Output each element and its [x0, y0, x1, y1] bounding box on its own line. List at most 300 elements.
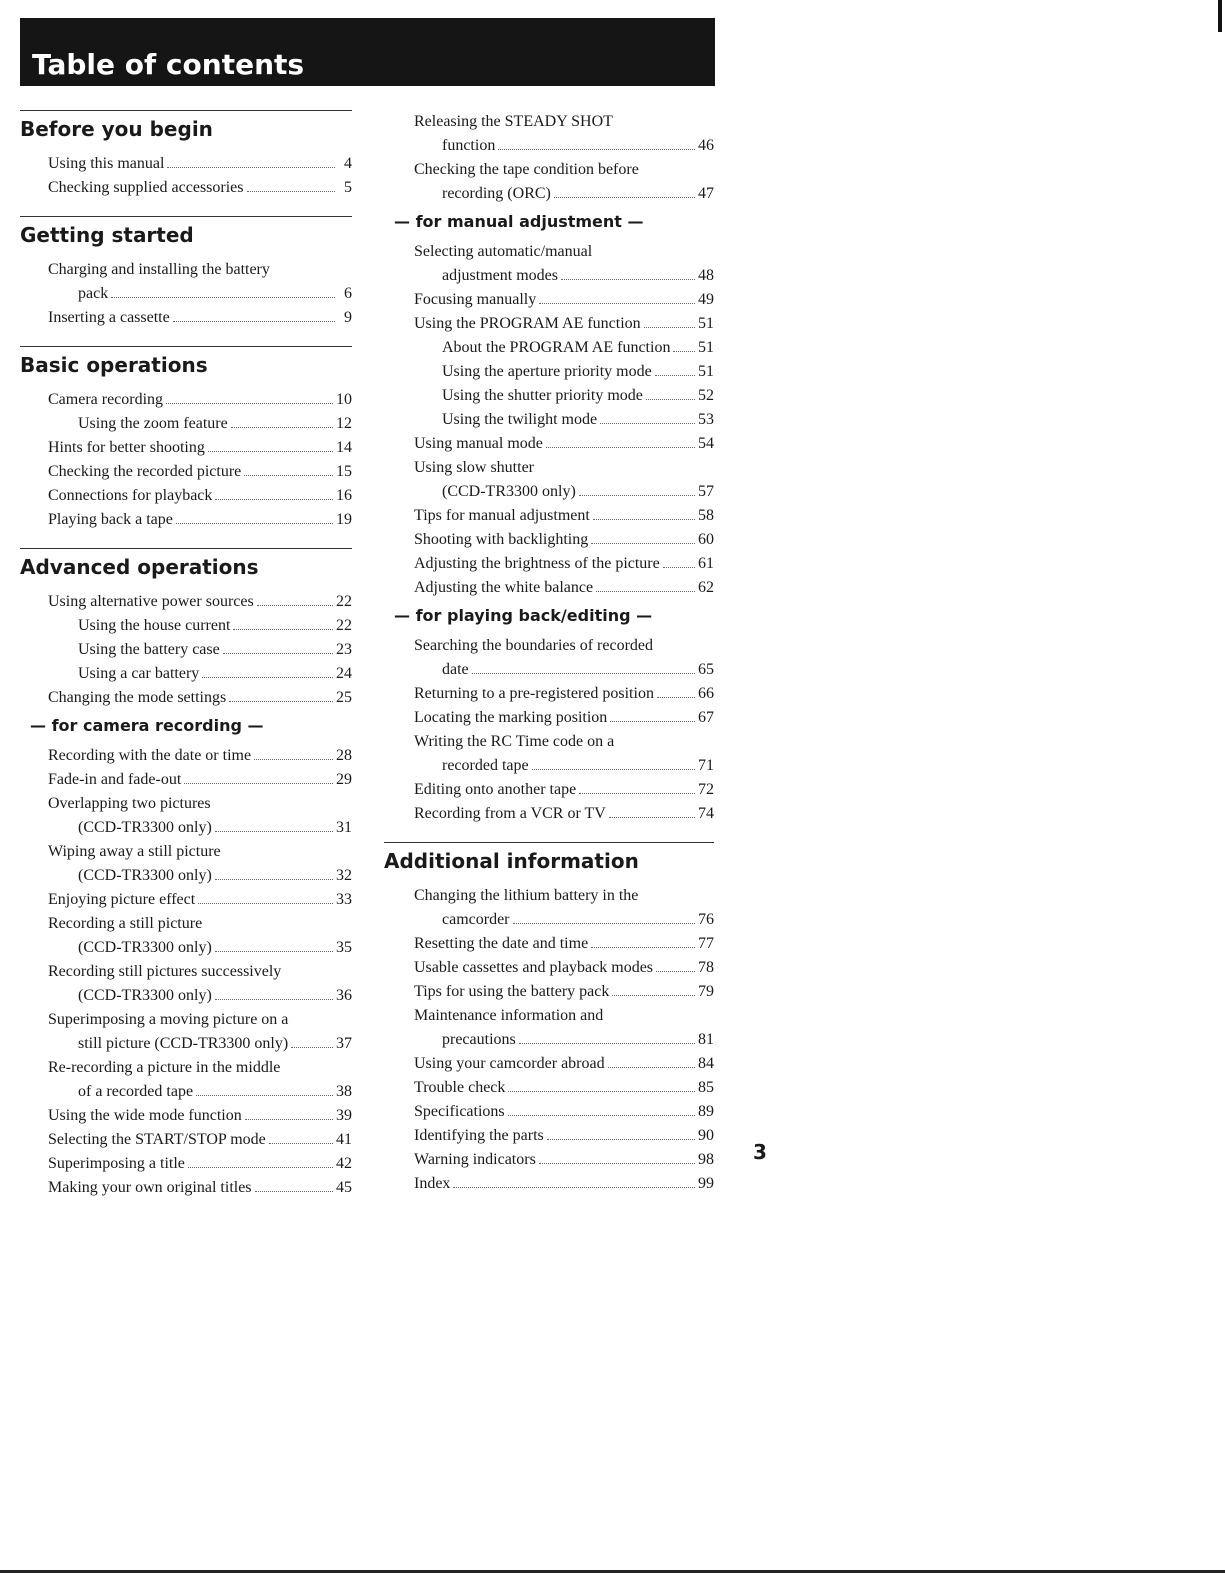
toc-entry-line [384, 528, 714, 552]
toc-entry[interactable] [384, 360, 714, 384]
toc-entry-line [384, 1028, 714, 1052]
toc-entry-title: Changing the lithium battery in the [414, 887, 639, 904]
toc-page-number: 51 [698, 363, 714, 380]
toc-entry-line [384, 980, 714, 1004]
toc-entry-title: of a recorded tape [78, 1083, 194, 1100]
toc-page-number: 28 [336, 747, 352, 764]
toc-entry[interactable] [20, 484, 352, 508]
toc-entry-line [20, 460, 352, 484]
dot-leader [233, 629, 333, 630]
toc-entry-title: Using the battery case [78, 641, 220, 658]
toc-entry-line [20, 176, 352, 200]
toc-entry[interactable] [384, 932, 714, 956]
toc-entry[interactable] [20, 888, 352, 912]
toc-page-number: 54 [698, 435, 714, 452]
toc-entry[interactable] [384, 576, 714, 600]
section-rule [20, 548, 352, 549]
toc-entry-title: Wiping away a still picture [48, 843, 221, 860]
toc-entry-title: Maintenance information and [414, 1007, 604, 1024]
toc-entry-line [20, 412, 352, 436]
toc-page-number: 38 [336, 1083, 352, 1100]
dot-leader [600, 423, 695, 424]
dot-leader [547, 1139, 695, 1140]
toc-entry-title: Recording still pictures successively [48, 963, 282, 980]
toc-entry-line [384, 706, 714, 730]
toc-entry-line [384, 1172, 714, 1196]
toc-page-number: 22 [336, 593, 352, 610]
toc-entry[interactable] [384, 1100, 714, 1124]
toc-entry-title: Tips for using the battery pack [414, 983, 610, 1000]
dot-leader [519, 1043, 695, 1044]
toc-entry-title: Charging and installing the battery [48, 261, 270, 278]
toc-entry-title: Adjusting the brightness of the picture [414, 555, 660, 572]
toc-entry[interactable] [20, 614, 352, 638]
toc-page-number: 66 [698, 685, 714, 702]
dot-leader [215, 999, 333, 1000]
toc-page-number: 37 [336, 1035, 352, 1052]
toc-entry-line [20, 152, 352, 176]
dot-leader [554, 197, 695, 198]
toc-entry-title: Using your camcorder abroad [414, 1055, 605, 1072]
dot-leader [202, 677, 333, 678]
section-rule [20, 110, 352, 111]
toc-entry-line [20, 768, 352, 792]
toc-entry[interactable] [20, 792, 352, 840]
section-heading: Additional information [384, 849, 639, 873]
toc-entry-line [20, 864, 352, 888]
toc-entry[interactable] [384, 1124, 714, 1148]
toc-section [384, 842, 714, 1196]
toc-entry-line [384, 1052, 714, 1076]
toc-entry[interactable] [384, 1052, 714, 1076]
toc-entry-title: Searching the boundaries of recorded [414, 637, 654, 654]
toc-entry-title: Camera recording [48, 391, 164, 408]
toc-entry-line [20, 888, 352, 912]
toc-entry[interactable] [384, 706, 714, 730]
toc-entry[interactable] [384, 682, 714, 706]
dot-leader [245, 1119, 333, 1120]
toc-entry[interactable] [20, 412, 352, 436]
toc-entry[interactable] [384, 408, 714, 432]
toc-page-number: 33 [336, 891, 352, 908]
toc-page-number: 5 [344, 179, 352, 196]
toc-entry[interactable] [20, 590, 352, 614]
toc-entry[interactable] [20, 1104, 352, 1128]
toc-entry-title: Selecting automatic/manual [414, 243, 593, 260]
toc-page-number: 78 [698, 959, 714, 976]
toc-entry[interactable] [20, 306, 352, 330]
dot-leader [231, 427, 333, 428]
toc-page-number: 36 [336, 987, 352, 1004]
toc-entry-line [384, 182, 714, 206]
toc-entry-line [384, 480, 714, 504]
toc-section [20, 548, 352, 1200]
dot-leader [166, 403, 333, 404]
toc-entry-line [384, 1124, 714, 1148]
dot-leader [198, 903, 333, 904]
toc-entry-title: Releasing the STEADY SHOT [414, 113, 613, 130]
toc-page-number: 51 [698, 315, 714, 332]
toc-entry[interactable] [20, 912, 352, 960]
toc-entry[interactable] [384, 240, 714, 288]
toc-entry-line [20, 436, 352, 460]
dot-leader [546, 447, 695, 448]
dot-leader [111, 297, 335, 298]
toc-entry-line [384, 504, 714, 528]
toc-entry-title: Connections for playback [48, 487, 213, 504]
dot-leader [173, 321, 335, 322]
dot-leader [646, 399, 695, 400]
dot-leader [472, 673, 695, 674]
toc-entry[interactable] [384, 528, 714, 552]
toc-page-number: 65 [698, 661, 714, 678]
toc-entry-line [384, 802, 714, 826]
dot-leader [663, 567, 695, 568]
toc-entry-title: Using the zoom feature [78, 415, 228, 432]
subsection-heading: — for playing back/editing — [394, 606, 653, 625]
toc-entry-line [384, 778, 714, 802]
toc-entry-line [20, 638, 352, 662]
toc-entry[interactable] [20, 768, 352, 792]
edge-mark [1218, 0, 1222, 32]
toc-entry-line [384, 1076, 714, 1100]
toc-entry-title: Selecting the START/STOP mode [48, 1131, 266, 1148]
page-title: Table of contents [20, 18, 715, 86]
dot-leader [453, 1187, 695, 1188]
toc-right-column [384, 110, 714, 1212]
toc-entry[interactable] [20, 686, 352, 710]
toc-entry-title: Superimposing a title [48, 1155, 185, 1172]
section-rule [20, 216, 352, 217]
toc-entry[interactable] [20, 960, 352, 1008]
dot-leader [579, 793, 695, 794]
toc-entry-line [384, 552, 714, 576]
toc-entry-line [20, 306, 352, 330]
toc-entry-title: (CCD-TR3300 only) [78, 867, 212, 884]
toc-entry-line [384, 336, 714, 360]
toc-entry-line [20, 388, 352, 412]
toc-entry-title: Using the twilight mode [442, 411, 598, 428]
toc-entry-line [20, 816, 352, 840]
toc-entry-line [20, 1080, 352, 1104]
toc-entry-line [384, 1100, 714, 1124]
toc-entry-line [384, 408, 714, 432]
toc-page-number: 71 [698, 757, 714, 774]
dot-leader [513, 923, 695, 924]
toc-entry-title: Returning to a pre-registered position [414, 685, 654, 702]
section-rule [20, 346, 352, 347]
toc-page-number: 39 [336, 1107, 352, 1124]
section-heading: Getting started [20, 223, 194, 247]
toc-entry[interactable] [384, 288, 714, 312]
toc-entry-line [20, 1032, 352, 1056]
toc-entry-title: recording (ORC) [442, 185, 551, 202]
toc-entry[interactable] [20, 1152, 352, 1176]
toc-entry[interactable] [20, 436, 352, 460]
toc-entry[interactable] [20, 1008, 352, 1056]
toc-page-number: 35 [336, 939, 352, 956]
toc-page-number: 10 [336, 391, 352, 408]
dot-leader [610, 721, 695, 722]
subsection-heading: — for manual adjustment — [394, 212, 644, 231]
toc-page-number: 15 [336, 463, 352, 480]
toc-entry-title: Shooting with backlighting [414, 531, 589, 548]
toc-entry[interactable] [384, 158, 714, 206]
toc-entry[interactable] [384, 336, 714, 360]
dot-leader [208, 451, 333, 452]
toc-entry[interactable] [384, 956, 714, 980]
toc-entry-title: Tips for manual adjustment [414, 507, 590, 524]
toc-entry-title: Specifications [414, 1103, 505, 1120]
toc-entry[interactable] [20, 1056, 352, 1104]
toc-entry-title: Resetting the date and time [414, 935, 589, 952]
toc-entry-line [20, 590, 352, 614]
toc-page-number: 14 [336, 439, 352, 456]
toc-entry-line [20, 1176, 352, 1200]
toc-entry[interactable] [20, 388, 352, 412]
dot-leader [498, 149, 695, 150]
toc-page-number: 32 [336, 867, 352, 884]
dot-leader [215, 831, 333, 832]
toc-entry-title: Using manual mode [414, 435, 543, 452]
toc-entry[interactable] [20, 744, 352, 768]
toc-page-number: 25 [336, 689, 352, 706]
toc-entry-line [20, 1104, 352, 1128]
toc-page-number: 74 [698, 805, 714, 822]
toc-entry[interactable] [384, 980, 714, 1004]
toc-entry[interactable] [384, 778, 714, 802]
toc-page-number: 58 [698, 507, 714, 524]
toc-page-number: 61 [698, 555, 714, 572]
section-heading: Before you begin [20, 117, 213, 141]
dot-leader [532, 769, 695, 770]
dot-leader [229, 701, 333, 702]
toc-entry-line [384, 264, 714, 288]
toc-page-number: 53 [698, 411, 714, 428]
toc-page-number: 98 [698, 1151, 714, 1168]
dot-leader [655, 375, 695, 376]
toc-entry-title: Checking supplied accessories [48, 179, 244, 196]
toc-entry[interactable] [384, 384, 714, 408]
toc-entry-title: (CCD-TR3300 only) [78, 939, 212, 956]
dot-leader [644, 327, 695, 328]
dot-leader [176, 523, 333, 524]
toc-page-number: 99 [698, 1175, 714, 1192]
toc-entry[interactable] [384, 312, 714, 336]
dot-leader [254, 759, 333, 760]
toc-page-number: 57 [698, 483, 714, 500]
toc-entry-title: adjustment modes [442, 267, 558, 284]
toc-entry-title: Warning indicators [414, 1151, 536, 1168]
toc-entry[interactable] [20, 508, 352, 532]
toc-entry-title: still picture (CCD-TR3300 only) [78, 1035, 289, 1052]
toc-entry-title: Hints for better shooting [48, 439, 205, 456]
toc-entry[interactable] [20, 460, 352, 484]
toc-entry-title: function [442, 137, 496, 154]
toc-entry-line [384, 384, 714, 408]
toc-entry-line [384, 932, 714, 956]
toc-page-number: 4 [344, 155, 352, 172]
toc-entry[interactable] [20, 152, 352, 176]
toc-entry-line [20, 984, 352, 1008]
dot-leader [244, 475, 333, 476]
toc-page-number: 67 [698, 709, 714, 726]
dot-leader [508, 1115, 695, 1116]
toc-page-number: 72 [698, 781, 714, 798]
toc-entry-title: Writing the RC Time code on a [414, 733, 615, 750]
toc-page-number: 90 [698, 1127, 714, 1144]
subsection-heading: — for camera recording — [30, 716, 264, 735]
toc-entry[interactable] [384, 634, 714, 682]
toc-entry-title: Adjusting the white balance [414, 579, 594, 596]
toc-section [20, 346, 352, 532]
toc-page-number: 42 [336, 1155, 352, 1172]
toc-page-number: 89 [698, 1103, 714, 1120]
toc-entry-line [384, 682, 714, 706]
toc-entry-title: Using the house current [78, 617, 231, 634]
toc-page-number: 85 [698, 1079, 714, 1096]
toc-entry[interactable] [384, 1076, 714, 1100]
toc-entry-line [20, 1152, 352, 1176]
toc-entry-title: Using alternative power sources [48, 593, 254, 610]
toc-entry-title: Playing back a tape [48, 511, 173, 528]
toc-entry-line [384, 360, 714, 384]
toc-entry[interactable] [384, 432, 714, 456]
toc-entry[interactable] [384, 1148, 714, 1172]
toc-entry-line [384, 754, 714, 778]
toc-entry[interactable] [384, 1004, 714, 1052]
toc-entry[interactable] [20, 176, 352, 200]
toc-entry-line [384, 134, 714, 158]
toc-entry-title: Changing the mode settings [48, 689, 227, 706]
dot-leader [223, 653, 333, 654]
toc-entry-title: Focusing manually [414, 291, 537, 308]
toc-entry-title: Inserting a cassette [48, 309, 170, 326]
toc-entry-line [384, 658, 714, 682]
toc-entry[interactable] [384, 884, 714, 932]
toc-entry-line [384, 288, 714, 312]
dot-leader [184, 783, 333, 784]
toc-entry-line [384, 312, 714, 336]
toc-entry-title: Overlapping two pictures [48, 795, 211, 812]
toc-page-number: 47 [698, 185, 714, 202]
section-heading: Basic operations [20, 353, 208, 377]
toc-page-number: 41 [336, 1131, 352, 1148]
toc-page-number: 48 [698, 267, 714, 284]
toc-entry[interactable] [384, 1172, 714, 1196]
toc-entry[interactable] [384, 730, 714, 778]
toc-entry[interactable] [20, 840, 352, 888]
dot-leader [612, 995, 695, 996]
toc-page-number: 23 [336, 641, 352, 658]
toc-entry[interactable] [20, 1128, 352, 1152]
toc-entry-title: pack [78, 285, 109, 302]
toc-entry-line [384, 432, 714, 456]
toc-entry[interactable] [384, 802, 714, 826]
toc-entry[interactable] [384, 504, 714, 528]
toc-entry-title: Using a car battery [78, 665, 200, 682]
dot-leader [257, 605, 333, 606]
toc-section [20, 216, 352, 330]
toc-entry[interactable] [20, 638, 352, 662]
toc-entry-line [20, 744, 352, 768]
toc-entry-title: recorded tape [442, 757, 529, 774]
toc-entry-title: (CCD-TR3300 only) [78, 987, 212, 1004]
toc-entry-title: (CCD-TR3300 only) [78, 819, 212, 836]
toc-entry-title: Re-recording a picture in the middle [48, 1059, 281, 1076]
toc-entry-title: Locating the marking position [414, 709, 608, 726]
toc-entry-title: Enjoying picture effect [48, 891, 196, 908]
dot-leader [215, 499, 333, 500]
toc-entry-line [20, 1128, 352, 1152]
toc-entry[interactable] [20, 1176, 352, 1200]
toc-entry-title: Using the PROGRAM AE function [414, 315, 641, 332]
toc-page-number: 77 [698, 935, 714, 952]
toc-entry-title: Fade-in and fade-out [48, 771, 182, 788]
dot-leader [539, 1163, 695, 1164]
toc-entry-title: Checking the recorded picture [48, 463, 242, 480]
dot-leader [508, 1091, 695, 1092]
toc-entry-title: Making your own original titles [48, 1179, 252, 1196]
dot-leader [579, 495, 695, 496]
toc-entry-title: Using the aperture priority mode [442, 363, 652, 380]
dot-leader [188, 1167, 333, 1168]
toc-entry-title: (CCD-TR3300 only) [442, 483, 576, 500]
toc-entry[interactable] [20, 662, 352, 686]
toc-entry-title: date [442, 661, 469, 678]
dot-leader [657, 697, 695, 698]
toc-page-number: 45 [336, 1179, 352, 1196]
toc-page-number: 76 [698, 911, 714, 928]
toc-entry-line [384, 576, 714, 600]
toc-entry[interactable] [384, 110, 714, 158]
section-heading: Advanced operations [20, 555, 259, 579]
dot-leader [609, 817, 695, 818]
toc-page-number: 16 [336, 487, 352, 504]
toc-entry-line [20, 936, 352, 960]
toc-page-number: 49 [698, 291, 714, 308]
toc-entry-line [20, 508, 352, 532]
toc-entry-title: Using slow shutter [414, 459, 534, 476]
dot-leader [593, 519, 695, 520]
toc-page-number: 29 [336, 771, 352, 788]
toc-page-number: 81 [698, 1031, 714, 1048]
dot-leader [255, 1191, 333, 1192]
toc-page-number: 60 [698, 531, 714, 548]
toc-left-column [20, 110, 352, 1216]
dot-leader [291, 1047, 333, 1048]
toc-page-number: 84 [698, 1055, 714, 1072]
toc-entry-title: Identifying the parts [414, 1127, 544, 1144]
dot-leader [196, 1095, 333, 1096]
dot-leader [673, 351, 695, 352]
dot-leader [269, 1143, 333, 1144]
toc-entry[interactable] [384, 552, 714, 576]
toc-page-number: 79 [698, 983, 714, 1000]
section-rule [384, 842, 714, 843]
toc-entry-title: Usable cassettes and playback modes [414, 959, 654, 976]
toc-entry-title: Recording with the date or time [48, 747, 252, 764]
dot-leader [247, 191, 336, 192]
toc-entry-title: Using the wide mode function [48, 1107, 242, 1124]
dot-leader [215, 879, 333, 880]
dot-leader [608, 1067, 695, 1068]
toc-entry[interactable] [20, 258, 352, 306]
toc-entry[interactable] [384, 456, 714, 504]
toc-entry-line [20, 662, 352, 686]
toc-page-number: 52 [698, 387, 714, 404]
toc-entry-title: Checking the tape condition before [414, 161, 639, 178]
